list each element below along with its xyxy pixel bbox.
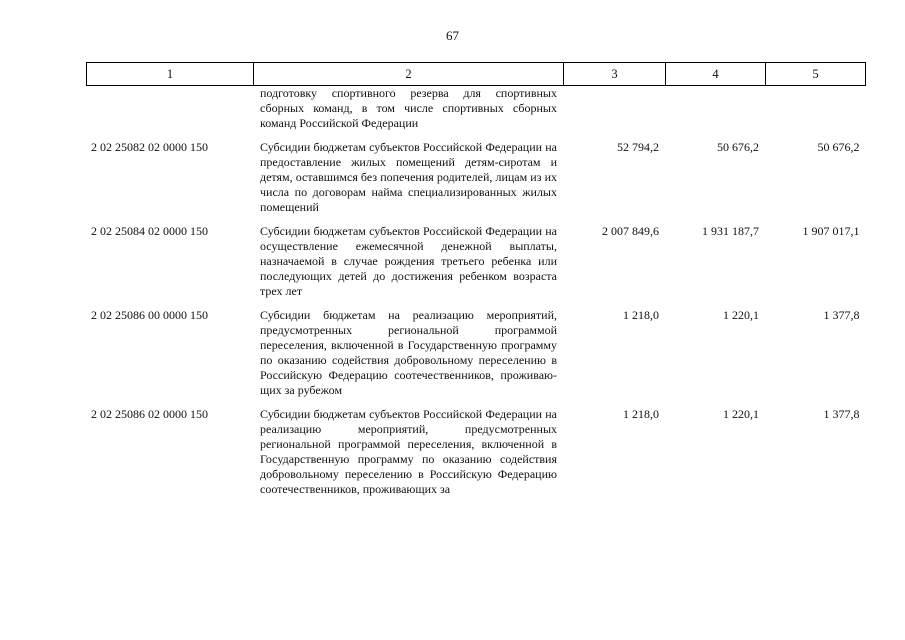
- row-value-3: 1 377,8: [823, 308, 860, 322]
- column-header-2: 2: [254, 63, 564, 86]
- row-value-2: [666, 86, 766, 133]
- row-code: 2 02 25082 02 0000 150: [91, 140, 208, 154]
- row-value-1: 52 794,2: [617, 140, 659, 154]
- row-value-2: 1 220,1: [723, 407, 759, 421]
- column-header-1: 1: [87, 63, 254, 86]
- row-description: подготовку спортивного резерва для спортивных сборных команд, в том числе спортивных сборных команд Российской Федерации: [260, 86, 557, 130]
- table-row: [87, 399, 866, 498]
- row-code: 2 02 25086 00 0000 150: [91, 308, 208, 322]
- row-value-1: [564, 86, 666, 133]
- row-value-3: 1 377,8: [823, 407, 860, 421]
- row-value-3: [766, 86, 866, 133]
- column-header-3: 3: [564, 63, 666, 86]
- budget-table: [86, 62, 866, 498]
- row-value-2: 1 220,1: [723, 308, 759, 322]
- column-header-5: 5: [766, 63, 866, 86]
- row-description: Субсидии бюджетам на реализацию мероприятий, предусмотренных региональной программой переселения, включенной в Государственную программу по оказанию содействия добровольному переселению в Российскую Федерацию соотечественников, проживающих за рубежом: [260, 308, 557, 397]
- table-row: [87, 132, 866, 216]
- table-header-row: [87, 63, 866, 86]
- table-row: [87, 300, 866, 399]
- row-value-1: 1 218,0: [623, 407, 659, 421]
- row-value-2: 1 931 187,7: [702, 224, 759, 238]
- row-value-2: 50 676,2: [717, 140, 759, 154]
- table-row-continuation: [87, 86, 866, 133]
- row-description: Субсидии бюджетам субъектов Российской Федерации на предоставление жилых помещений детям-сиротам и детям, оставшимся без попечения родителей, лицам из их числа по договорам найма специализированных жилых помещений: [260, 140, 557, 214]
- row-description: Субсидии бюджетам субъектов Российской Федерации на реализацию мероприятий, предусмотренных региональной программой переселения, включенной в Государственную программу по оказанию содействия добровольному переселению в Российскую Федерацию соотечественников, проживающих за: [260, 407, 557, 496]
- row-code: [87, 86, 254, 133]
- row-value-1: 1 218,0: [623, 308, 659, 322]
- column-header-4: 4: [666, 63, 766, 86]
- table-row: [87, 216, 866, 300]
- page-number: 67: [446, 28, 459, 43]
- row-value-3: 50 676,2: [817, 140, 860, 154]
- row-code: 2 02 25086 02 0000 150: [91, 407, 208, 421]
- row-description: Субсидии бюджетам субъектов Российской Федерации на осуществление ежемесячной денежной выплаты, назначаемой в случае рождения третьего ребенка или последующих детей до достижения ребенком возраста трех лет: [260, 224, 557, 298]
- row-code: 2 02 25084 02 0000 150: [91, 224, 208, 238]
- row-value-1: 2 007 849,6: [602, 224, 659, 238]
- row-value-3: 1 907 017,1: [802, 224, 860, 238]
